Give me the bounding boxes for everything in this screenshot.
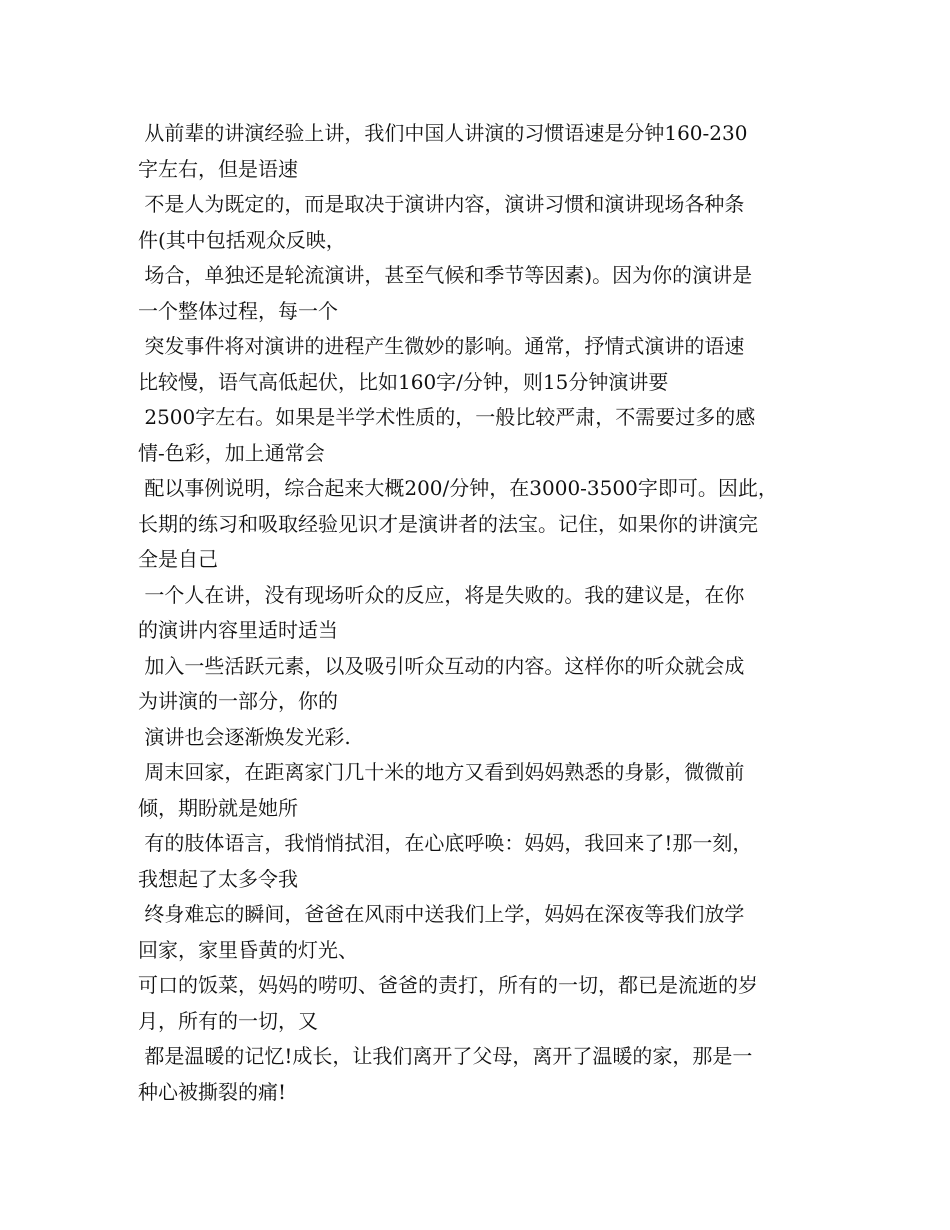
text-line: 可口的饭菜，妈妈的唠叨、爸爸的责打，所有的一切，都已是流逝的岁 bbox=[138, 973, 758, 997]
text-line: 倾，期盼就是她所 bbox=[138, 795, 298, 820]
text-line: 加入一些活跃元素，以及吸引听众互动的内容。这样你的听众就会成 bbox=[138, 653, 745, 678]
text-line: 周末回家，在距离家门几十米的地方又看到妈妈熟悉的身影，微微前 bbox=[138, 760, 745, 784]
text-line: 种心被撕裂的痛! bbox=[138, 1079, 287, 1104]
text-line: 我想起了太多令我 bbox=[138, 866, 298, 891]
text-line: 演讲也会逐渐焕发光彩. bbox=[138, 724, 351, 749]
text-line: 不是人为既定的，而是取决于演讲内容，演讲习惯和演讲现场各种条 bbox=[138, 192, 745, 216]
body-text bbox=[138, 116, 828, 1110]
text-line: 突发事件将对演讲的进程产生微妙的影响。通常，抒情式演讲的语速 bbox=[138, 334, 745, 358]
text-line: 的演讲内容里适时适当 bbox=[138, 618, 338, 642]
text-line: 长期的练习和吸取经验见识才是演讲者的法宝。记住，如果你的讲演完 bbox=[138, 511, 758, 536]
text-line: 一个人在讲，没有现场听众的反应，将是失败的。我的建议是，在你 bbox=[138, 582, 745, 607]
text-line: 配以事例说明，综合起来大概200/分钟，在3000-3500字即可。因此， bbox=[138, 476, 778, 500]
text-line: 都是温暖的记忆!成长，让我们离开了父母，离开了温暖的家，那是一 bbox=[138, 1044, 753, 1068]
text-line: 全是自己 bbox=[138, 547, 218, 571]
text-line: 2500字左右。如果是半学术性质的，一般比较严肃，不需要过多的感 bbox=[138, 405, 756, 429]
text-line: 为讲演的一部分，你的 bbox=[138, 689, 338, 713]
text-line: 一个整体过程，每一个 bbox=[138, 298, 338, 323]
text-line: 终身难忘的瞬间，爸爸在风雨中送我们上学，妈妈在深夜等我们放学 bbox=[138, 902, 745, 926]
text-line: 回家，家里昏黄的灯光、 bbox=[138, 937, 358, 962]
text-line: 字左右，但是语速 bbox=[138, 156, 298, 181]
text-line: 情-色彩，加上通常会 bbox=[138, 440, 325, 465]
text-line: 比较慢，语气高低起伏，比如160字/分钟，则15分钟演讲要 bbox=[138, 369, 669, 394]
text-line: 有的肢体语言，我悄悄拭泪，在心底呼唤：妈妈，我回来了!那一刻， bbox=[138, 831, 753, 855]
text-line: 月，所有的一切，又 bbox=[138, 1008, 318, 1033]
text-line: 从前辈的讲演经验上讲，我们中国人讲演的习惯语速是分钟160-230 bbox=[138, 121, 748, 145]
text-line: 件(其中包括观众反映， bbox=[138, 227, 346, 252]
text-line: 场合，单独还是轮流演讲，甚至气候和季节等因素)。因为你的演讲是 bbox=[138, 263, 753, 287]
